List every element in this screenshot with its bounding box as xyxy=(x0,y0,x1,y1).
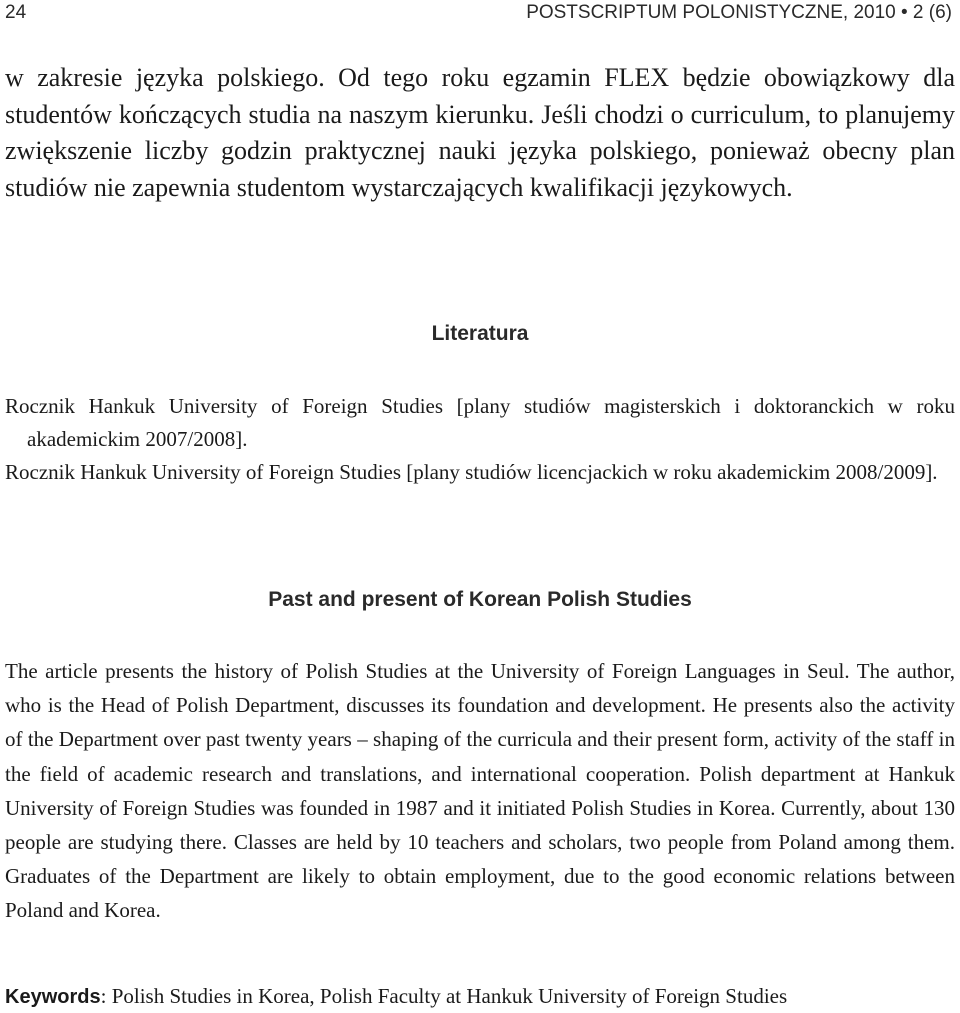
running-title: POSTSCRIPTUM POLONISTYCZNE, 2010 • 2 (6) xyxy=(526,2,952,23)
abstract-paragraph: The article presents the history of Polish Studies at the University of Foreign Languages in Seul. The author, who is the Head of Polish Department, discusses its foundation and development. He presents also the activity of the Department over past twenty years – shaping of the curricula and their present form, activity of the staff in the field of academic research and translations, and international cooperation. Polish department at Hankuk University of Foreign Studies was founded in 1987 and it initiated Polish Studies in Korea. Currently, about 130 people are studying there. Classes are held by 10 teachers and scholars, two people from Poland among them. Graduates of the Department are likely to obtain employment, due to the good economic relations between Poland and Korea. xyxy=(5,659,955,923)
keywords-line xyxy=(5,980,955,1013)
keywords-separator: : xyxy=(100,984,112,1008)
keywords-text: Polish Studies in Korea, Polish Faculty at Hankuk University of Foreign Studies xyxy=(111,984,788,1008)
reference-item: Rocznik Hankuk University of Foreign Studies [plany studiów magisterskich i doktoranckich w roku akademickim 2007/2008]. xyxy=(5,394,955,451)
reference-item: Rocznik Hankuk University of Foreign Studies [plany studiów licencjackich w roku akademickim 2008/2009]. xyxy=(5,460,938,484)
abstract-heading: Past and present of Korean Polish Studies xyxy=(268,588,692,611)
literature-heading: Literatura xyxy=(431,322,529,345)
page-number: 24 xyxy=(5,2,27,23)
reference-list xyxy=(5,390,955,489)
keywords-label: Keywords xyxy=(5,986,101,1008)
intro-paragraph: w zakresie języka polskiego. Od tego roku egzamin FLEX będzie obowiązkowy dla studentów kończących studia na naszym kierunku. Jeśli chodzi o curriculum, to planujemy zwiększenie liczby godzin praktycznej nauki języka polskiego, ponieważ obecny plan studiów nie zapewnia studentom wystarczających kwalifikacji językowych. xyxy=(5,63,955,202)
page-header xyxy=(5,2,952,30)
